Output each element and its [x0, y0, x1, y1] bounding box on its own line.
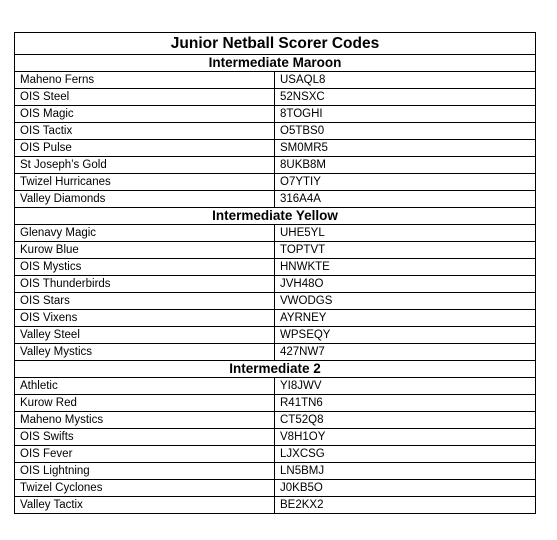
team-name-cell: Twizel Cyclones: [15, 480, 275, 497]
team-name-cell: St Joseph’s Gold: [15, 157, 275, 174]
scorer-code-cell: LN5BMJ: [275, 463, 536, 480]
team-name-cell: OIS Lightning: [15, 463, 275, 480]
scorer-code-cell: O7YTIY: [275, 174, 536, 191]
section-heading: Intermediate Maroon: [15, 55, 536, 72]
team-name-cell: Maheno Ferns: [15, 72, 275, 89]
table-row: [15, 259, 536, 276]
scorer-code-cell: WPSEQY: [275, 327, 536, 344]
table-row: [15, 497, 536, 514]
scorer-code-cell: USAQL8: [275, 72, 536, 89]
table-row: [15, 480, 536, 497]
table-row: [15, 191, 536, 208]
scorer-code-cell: CT52Q8: [275, 412, 536, 429]
table-row: [15, 446, 536, 463]
team-name-cell: Glenavy Magic: [15, 225, 275, 242]
scorer-code-cell: 427NW7: [275, 344, 536, 361]
scorer-code-cell: 316A4A: [275, 191, 536, 208]
title-row: [15, 33, 536, 55]
table-row: [15, 327, 536, 344]
scorer-code-cell: HNWKTE: [275, 259, 536, 276]
scorer-code-cell: O5TBS0: [275, 123, 536, 140]
scorer-code-cell: 8TOGHI: [275, 106, 536, 123]
team-name-cell: Valley Steel: [15, 327, 275, 344]
table-row: [15, 395, 536, 412]
table-row: [15, 157, 536, 174]
team-name-cell: OIS Steel: [15, 89, 275, 106]
scorer-code-cell: TOPTVT: [275, 242, 536, 259]
table-row: [15, 123, 536, 140]
team-name-cell: Valley Tactix: [15, 497, 275, 514]
table-title: Junior Netball Scorer Codes: [15, 33, 536, 55]
scorer-code-cell: V8H1OY: [275, 429, 536, 446]
team-name-cell: OIS Swifts: [15, 429, 275, 446]
table-row: [15, 140, 536, 157]
table-row: [15, 89, 536, 106]
table-row: [15, 378, 536, 395]
team-name-cell: OIS Pulse: [15, 140, 275, 157]
scorer-code-cell: BE2KX2: [275, 497, 536, 514]
team-name-cell: OIS Vixens: [15, 310, 275, 327]
table-row: [15, 412, 536, 429]
scorer-code-cell: 8UKB8M: [275, 157, 536, 174]
table-row: [15, 174, 536, 191]
scorer-code-cell: LJXCSG: [275, 446, 536, 463]
scorer-code-cell: JVH48O: [275, 276, 536, 293]
table-row: [15, 293, 536, 310]
scorer-code-cell: 52NSXC: [275, 89, 536, 106]
team-name-cell: OIS Tactix: [15, 123, 275, 140]
scorer-code-cell: AYRNEY: [275, 310, 536, 327]
team-name-cell: Kurow Red: [15, 395, 275, 412]
scorer-codes-table: [14, 32, 536, 514]
team-name-cell: Valley Mystics: [15, 344, 275, 361]
team-name-cell: OIS Fever: [15, 446, 275, 463]
team-name-cell: OIS Magic: [15, 106, 275, 123]
section-header-row: [15, 208, 536, 225]
scorer-code-cell: YI8JWV: [275, 378, 536, 395]
section-heading: Intermediate 2: [15, 361, 536, 378]
team-name-cell: Athletic: [15, 378, 275, 395]
scorer-codes-body: [15, 33, 536, 514]
scorer-code-cell: UHE5YL: [275, 225, 536, 242]
scorer-code-cell: VWODGS: [275, 293, 536, 310]
table-row: [15, 242, 536, 259]
table-row: [15, 225, 536, 242]
table-row: [15, 429, 536, 446]
team-name-cell: Maheno Mystics: [15, 412, 275, 429]
team-name-cell: Twizel Hurricanes: [15, 174, 275, 191]
team-name-cell: OIS Mystics: [15, 259, 275, 276]
table-row: [15, 310, 536, 327]
scorer-code-cell: R41TN6: [275, 395, 536, 412]
table-row: [15, 72, 536, 89]
section-header-row: [15, 361, 536, 378]
team-name-cell: OIS Stars: [15, 293, 275, 310]
scorer-code-cell: J0KB5O: [275, 480, 536, 497]
table-row: [15, 276, 536, 293]
table-row: [15, 463, 536, 480]
table-row: [15, 106, 536, 123]
team-name-cell: Kurow Blue: [15, 242, 275, 259]
team-name-cell: Valley Diamonds: [15, 191, 275, 208]
section-heading: Intermediate Yellow: [15, 208, 536, 225]
table-row: [15, 344, 536, 361]
scorer-code-cell: SM0MR5: [275, 140, 536, 157]
section-header-row: [15, 55, 536, 72]
team-name-cell: OIS Thunderbirds: [15, 276, 275, 293]
